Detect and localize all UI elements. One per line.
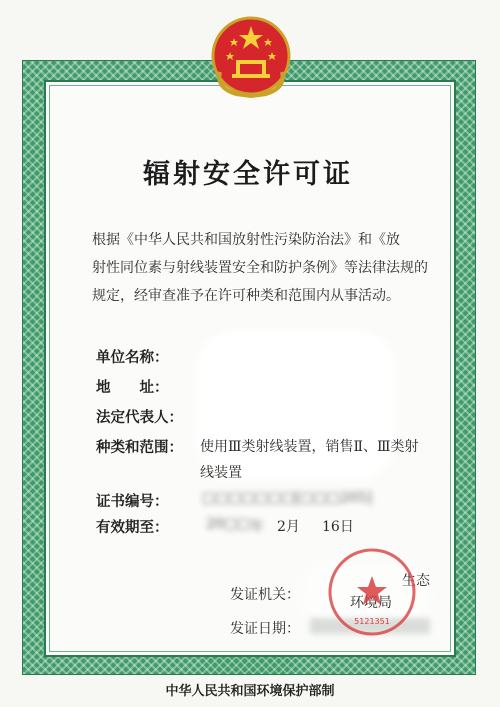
address-row [96, 376, 180, 397]
scope-value-line: 线装置 [200, 465, 242, 481]
intro-line: 规定，经审查准予在许可种类和范围内从事活动。 [92, 288, 400, 304]
unit-name-label: 单位名称： [96, 350, 169, 366]
legal-rep-label: 法定代表人： [96, 410, 183, 426]
cert-number-value: □□□□□□□[□□□205] [202, 490, 372, 506]
intro-line: 根据《中华人民共和国放射性污染防治法》和《放 [92, 232, 400, 248]
issuing-authority-sub: 环境局 [350, 595, 392, 611]
legal-rep-row [96, 406, 183, 427]
scope-row [96, 436, 183, 457]
valid-year: 20□□ [206, 516, 251, 532]
valid-until-row [96, 516, 180, 537]
issuing-authority-label: 发证机关： [230, 587, 300, 603]
address-label: 地 址： [96, 380, 169, 396]
certificate-title: 辐射安全许可证 [143, 159, 353, 190]
intro-line: 射性同位素与射线装置安全和防护条例》等法律法规的 [92, 260, 428, 276]
scope-value-line: 使用Ⅲ类射线装置，销售Ⅱ、Ⅲ类射 [200, 439, 419, 455]
valid-until-label: 有效期至： [96, 520, 169, 536]
official-seal-icon [326, 546, 418, 638]
national-emblem-icon [206, 14, 296, 100]
issue-date-label: 发证日期： [230, 621, 300, 637]
issuing-authority-tail: 生态 [402, 573, 430, 589]
seal-code: 5121351 [354, 617, 390, 626]
unit-name-row [96, 346, 180, 367]
cert-number-label: 证书编号： [96, 494, 169, 510]
intro-paragraph [92, 226, 432, 310]
valid-day: 16日 [322, 519, 354, 535]
redaction-mask [196, 330, 396, 480]
issuer-footer: 中华人民共和国环境保护部制 [165, 684, 335, 699]
valid-year-suffix: 年 [250, 519, 264, 535]
scope-label: 种类和范围： [96, 440, 183, 456]
cert-number-row [96, 490, 180, 511]
valid-month: 2月 [277, 519, 300, 535]
